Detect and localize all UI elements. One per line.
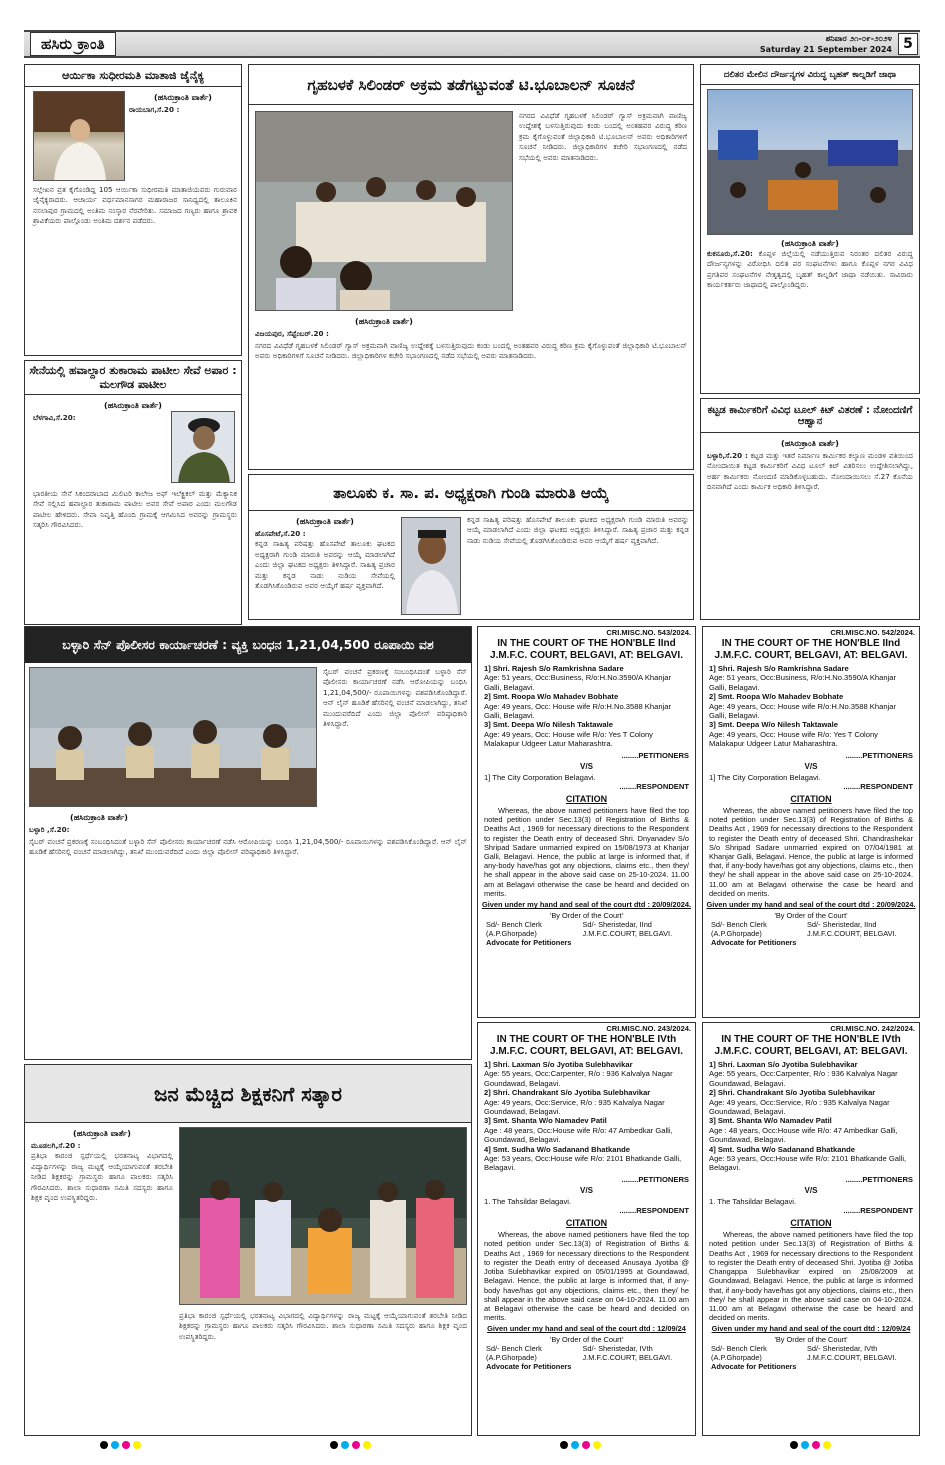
issue-date-english: Saturday 21 September 2024 bbox=[759, 45, 892, 54]
citation-text: Whereas, the above named petitioners have filed the top noted petition under Sec.13(3) of Registration of Births & Deaths Act , 1969 for necessary directions to the Respondent to register the Death entry of deceased Shri. Dnyanadev S/o Shripad Sadare unmarried expired on 15/08/1973 at Khanjar Galli, Belagavi. Hence, the public at large is informed that, if any-body have/has got any objections, claims etc., then they/ he shall appear in the above said case on 25-10-2024. 11.00 am at Belagavi otherwise the case be heard and decided on merits. bbox=[484, 806, 689, 898]
petitioner-item: 2] Smt. Roopa W/o Mahadev Bobhate Age: 49 years, Occ: House wife R/o:H.No.3588 Khanjar Galli, Belagavi. bbox=[709, 692, 896, 721]
photo-aryika bbox=[33, 91, 125, 181]
signature-right: Sd/- Sheristedar, IVth J.M.F.C.COURT, BELGAVI. bbox=[582, 1344, 673, 1363]
versus: V/S bbox=[804, 1185, 818, 1195]
citation-title: CITATION bbox=[790, 794, 832, 805]
article-credit: (ಹಸಿರುಕ್ರಾಂತಿ ವಾರ್ತೆ) bbox=[781, 439, 839, 448]
citation-text: Whereas, the above named petitioners have filed the top noted petition under Sec.13(3) of Registration of Births & Deaths Act , 1969 for necessary directions to the Respondent to register the Death entry of deceased Anusaya Jyotiba @ Jotiba Sulebhavikar expired on 05/01/1995 at Goundawad, Belagavi. Hence, the public at large is informed that, if any-body have/has got any objections, claims etc., then they/ he shall appear in the above said case on 04-10-2024. 11.00 am at Belagavi otherwise the case be heard and decided on merits. bbox=[484, 1230, 689, 1323]
respondent: 1. The Tahsildar Belagavi. bbox=[484, 1196, 572, 1206]
respondent-label: ........RESPONDENT bbox=[619, 1206, 689, 1216]
signature-left: Sd/- Bench Clerk (A.P.Ghorpade) bbox=[486, 920, 542, 939]
respondent-label: ........RESPONDENT bbox=[843, 782, 913, 792]
article-headline: ಸೇನೆಯಲ್ಲಿ ಹವಾಲ್ದಾರ ತುಕಾರಾಮ ಪಾಟೀಲ ಸೇವೆ ಅಪಾರ : ಮಲಗೌಡ ಪಾಟೀಲ bbox=[25, 361, 241, 395]
advocate: Advocate for Petitioners bbox=[486, 938, 572, 948]
petitioner-item: 2] Shri. Chandrakant S/o Jyotiba Sulebhavikar Age: 49 years, Occ:Service, R/o : 935 Kalvalya Nagar Goundawad, Belagavi. bbox=[709, 1088, 890, 1117]
respondent-label: ........RESPONDENT bbox=[843, 1206, 913, 1216]
article-dateline: ಹೊಸಪೇಟೆ,ಸೆ.20 : bbox=[255, 529, 306, 538]
article-body-text: ಕೊಪ್ಪಳ ಜಿಲ್ಲೆಯಲ್ಲಿ ನಡೆಯುತ್ತಿರುವ ನಿರಂತರ ದಲಿತರ ವಿರುದ್ಧ ದೌರ್ಜನ್ಯಗಳನ್ನು ವಿರೋಧಿಸಿ ದಲಿತ ಪರ ಸಂಘಟನೆಗಳು ಹಾಗೂ ಕೊಪ್ಪಳ ನಗರ ವಿವಿಧ ಪ್ರಗತಿಪರ ಸಂಘಟನೆಗಳ ನೇತೃತ್ವದಲ್ಲಿ ಬೃಹತ್ ಕಾಲ್ನಡಿಗೆ ಜಾಥಾ ನಡೆಯಿತು. ಸಾವಿರಾರು ಕಾರ್ಯಕರ್ತರು ಜಾಥಾದಲ್ಲಿ ಪಾಲ್ಗೊಂಡಿದ್ದರು. bbox=[707, 249, 913, 290]
citation-text: Whereas, the above named petitioners have filed the top noted petition under Sec.13(3) of Registration of Births & Deaths Act , 1969 for necessary directions to the Respondent to register the Death entry of deceased Shri. Jyotiba @ Jotiba Changappa Sulebhavikar expired on 25/08/2009 at Goundawad, Belagavi. Hence, the public at large is informed that, if any-body have/has got any objections, claims etc., then they/ he shall appear in the above said case on 04-10-2024. 11.00 am at Belagavi otherwise the case be heard and decided on merits. bbox=[709, 1230, 913, 1323]
article-kasapa bbox=[248, 474, 694, 620]
citation-title: CITATION bbox=[565, 794, 608, 805]
case-number: CRI.MISC.NO. 243/2024. bbox=[606, 1024, 691, 1033]
given-under-hand: Given under my hand and seal of the court dtd : 20/09/2024. bbox=[481, 900, 692, 910]
signature-left: Sd/- Bench Clerk (A.P.Ghorpade) bbox=[711, 920, 767, 939]
court-name: IN THE COURT OF THE HON'BLE IInd J.M.F.C. COURT, BELGAVI, AT: BELGAVI. bbox=[714, 638, 908, 661]
article-toolkit bbox=[700, 398, 920, 620]
petitioner-item: 1] Shri. Laxman S/o Jyotiba Sulebhavikar Age: 55 years, Occ:Carpenter, R/o : 936 Kalvalya Nagar Goundawad, Belagavi. bbox=[709, 1060, 898, 1088]
petitioner-item: 4] Smt. Sudha W/o Sadanand Bhatkande Age: 53 years, Occ:House wife R/o: 2101 Bhatkande Galli, Belagavi. bbox=[709, 1144, 907, 1173]
article-credit: (ಹಸಿರುಕ್ರಾಂತಿ ವಾರ್ತೆ) bbox=[154, 93, 212, 102]
newspaper-logo: ಹಸಿರು ಕ್ರಾಂತಿ bbox=[30, 32, 116, 56]
petitioner-item: 1] Shri. Laxman S/o Jyotiba Sulebhavikar Age: 55 years, Occ:Carpenter, R/o : 936 Kalvalya Nagar Goundawad, Belagavi. bbox=[484, 1060, 673, 1088]
article-body bbox=[707, 451, 913, 493]
registration-dots bbox=[100, 1441, 141, 1449]
article-body-text: ಕಟ್ಟಡ ಮತ್ತು ಇತರೆ ನಿರ್ಮಾಣ ಕಾರ್ಮಿಕರ ಕಲ್ಯಾಣ ಮಂಡಳಿ ವತಿಯಿಂದ ನೋಂದಾಯಿತ ಕಟ್ಟಡ ಕಾರ್ಮಿಕರಿಗೆ ವಿವಿಧ ಟೂಲ್ ಕಿಟ್ ವಿತರಿಸಲು ಉದ್ದೇಶಿಸಲಾಗಿದ್ದು, ಅರ್ಹ ಕಾರ್ಮಿಕರು ನೋಂದಣಿ ಮಾಡಿಕೊಳ್ಳಬಹುದು. ನೋಂದಾಯಿಸಲು ಸೆ.27 ಕೊನೆಯ ದಿನವಾಗಿದೆ ಎಂದು ಕಾರ್ಮಿಕ ಅಧಿಕಾರಿ ತಿಳಿಸಿದ್ದಾರೆ. bbox=[707, 451, 913, 492]
article-headline: ತಾಲೂಕು ಕ. ಸಾ. ಪ. ಅಧ್ಯಕ್ಷರಾಗಿ ಗುಂಡಿ ಮಾರುತಿ ಆಯ್ಕೆ bbox=[249, 475, 693, 511]
issue-date bbox=[760, 33, 892, 55]
signature-left: Sd/- Bench Clerk (A.P.Ghorpade) bbox=[486, 1344, 542, 1363]
case-number: CRI.MISC.NO. 543/2024. bbox=[606, 628, 691, 637]
petitioner-list bbox=[478, 662, 695, 751]
masthead bbox=[24, 30, 920, 58]
article-body: ನಗರದ ವಿವಿಧೆಡೆ ಗೃಹಬಳಕೆ ಸಿಲಿಂಡರ್ ಗ್ಯಾಸ್ ಅಕ್ರಮವಾಗಿ ವಾಣಿಜ್ಯ ಉದ್ದೇಶಕ್ಕೆ ಬಳಸುತ್ತಿರುವುದು ಕಂಡು ಬಂದಲ್ಲಿ ಅಂತಹವರ ವಿರುದ್ಧ ಕಠಿಣ ಕ್ರಮ ಕೈಗೊಳ್ಳುವಂತೆ ಜಿಲ್ಲಾಧಿಕಾರಿ ಟಿ.ಭೂಬಾಲನ್ ಅವರು ಅಧಿಕಾರಿಗಳಿಗೆ ಸೂಚನೆ ನೀಡಿದರು. ಜಿಲ್ಲಾಧಿಕಾರಿಗಳ ಕಚೇರಿ ಸಭಾಂಗಣದಲ್ಲಿ ನಡೆದ ಸಭೆಯಲ್ಲಿ ಅವರು ಮಾತನಾಡಿದರು. bbox=[255, 341, 687, 361]
article-body-left: ಕನ್ನಡ ಸಾಹಿತ್ಯ ಪರಿಷತ್ತು ಹೊಸಪೇಟೆ ತಾಲೂಕು ಘಟಕದ ಅಧ್ಯಕ್ಷರಾಗಿ ಗುಂಡಿ ಮಾರುತಿ ಅವರನ್ನು ಆಯ್ಕೆ ಮಾಡಲಾಗಿದೆ ಎಂದು ಜಿಲ್ಲಾ ಘಟಕದ ಅಧ್ಯಕ್ಷರು ತಿಳಿಸಿದ್ದಾರೆ. ಸಾಹಿತ್ಯ ಪ್ರಚಾರ ಮತ್ತು ಕನ್ನಡ ನಾಡು ನುಡಿಯ ಸೇವೆಯಲ್ಲಿ ತೊಡಗಿಸಿಕೊಂಡಿರುವ ಅವರ ಆಯ್ಕೆಗೆ ಹರ್ಷ ವ್ಯಕ್ತವಾಗಿದೆ. bbox=[255, 539, 395, 591]
petitioner-list bbox=[703, 1058, 919, 1175]
respondent: 1] The City Corporation Belagavi. bbox=[709, 772, 821, 782]
article-dateline: ರಾಯಬಾಗ,ಸೆ.20 : bbox=[129, 105, 180, 114]
signature-right: Sd/- Sheristedar, IVth J.M.F.C.COURT, BELGAVI. bbox=[807, 1344, 897, 1363]
article-body bbox=[707, 249, 913, 291]
signature-right: Sd/- Sheristedar, IInd J.M.F.C.COURT, BELGAVI. bbox=[582, 920, 673, 939]
by-order: 'By Order of the Court' bbox=[774, 911, 848, 921]
by-order: 'By Order of the Court' bbox=[774, 1335, 848, 1345]
article-credit: (ಹಸಿರುಕ್ರಾಂತಿ ವಾರ್ತೆ) bbox=[70, 813, 128, 822]
article-credit: (ಹಸಿರುಕ್ರಾಂತಿ ವಾರ್ತೆ) bbox=[296, 517, 354, 526]
article-body: ಪ್ರತಿಭಾ ಕಾರಂಜಿ ಸ್ಪರ್ಧೆಯಲ್ಲಿ ಭರತನಾಟ್ಯ ವಿಭಾಗದಲ್ಲಿ ವಿದ್ಯಾರ್ಥಿಗಳನ್ನು ರಾಜ್ಯ ಮಟ್ಟಕ್ಕೆ ಆಯ್ಕೆಯಾಗುವಂತೆ ತರಬೇತಿ ನೀಡಿದ ಶಿಕ್ಷಕರನ್ನು ಗ್ರಾಮಸ್ಥರು ಹಾಗೂ ಪಾಲಕರು ಸತ್ಕರಿಸಿ ಗೌರವಿಸಿದರು. ಶಾಲಾ ಸುಧಾರಣಾ ಸಮಿತಿ ಸದಸ್ಯರು ಹಾಗೂ ಶಿಕ್ಷಕ ವೃಂದ ಉಪಸ್ಥಿತರಿದ್ದರು. bbox=[179, 1311, 467, 1341]
article-dateline: ಬಳ್ಳಾರಿ ,ಸೆ.20: bbox=[29, 825, 70, 834]
petitioner-item: 1] Shri. Rajesh S/o Ramkrishna Sadare Age: 51 years, Occ:Business, R/o:H.No.3590/A Khanjar Galli, Belagavi. bbox=[709, 664, 896, 692]
registration-dots bbox=[330, 1441, 371, 1449]
by-order: 'By Order of the Court' bbox=[549, 911, 624, 921]
court-notice-543 bbox=[477, 626, 696, 1018]
article-credit: (ಹಸಿರುಕ್ರಾಂತಿ ವಾರ್ತೆ) bbox=[73, 1129, 131, 1138]
article-credit: (ಹಸಿರುಕ್ರಾಂತಿ ವಾರ್ತೆ) bbox=[781, 239, 839, 248]
court-notice-243 bbox=[477, 1022, 696, 1436]
citation-title: CITATION bbox=[790, 1218, 832, 1229]
photo-soldier bbox=[171, 411, 235, 483]
article-teacher bbox=[24, 1064, 472, 1436]
versus: V/S bbox=[580, 761, 593, 771]
photo-police-press-scene bbox=[30, 668, 317, 807]
article-dateline: ಬಳ್ಳಾರಿ,ಸೆ.20 : bbox=[707, 451, 748, 460]
photo-meeting bbox=[255, 111, 513, 311]
petitioner-item: 1] Shri. Rajesh S/o Ramkrishna Sadare Age: 51 years, Occ:Business, R/o:H.No.3590/A Khanjar Galli, Belagavi. bbox=[484, 664, 671, 692]
signatures bbox=[478, 920, 695, 938]
photo-rally bbox=[707, 89, 913, 235]
article-dalit-march bbox=[700, 64, 920, 394]
photo-teacher-felicitation-scene bbox=[180, 1128, 467, 1305]
advocate: Advocate for Petitioners bbox=[711, 1362, 797, 1372]
article-body: ಸೈಬರ್ ವಂಚನೆ ಪ್ರಕರಣಕ್ಕೆ ಸಂಬಂಧಿಸಿದಂತೆ ಬಳ್ಳಾರಿ ಸೆನ್ ಪೊಲೀಸರು ಕಾರ್ಯಾಚರಣೆ ನಡೆಸಿ ಆರೋಪಿಯನ್ನು ಬಂಧಿಸಿ 1,21,04,500/- ರೂಪಾಯಿಗಳನ್ನು ವಶಪಡಿಸಿಕೊಂಡಿದ್ದಾರೆ. ಆನ್ ಲೈನ್ ಹೂಡಿಕೆ ಹೆಸರಿನಲ್ಲಿ ವಂಚನೆ ಮಾಡಲಾಗಿದ್ದು, ತನಿಖೆ ಮುಂದುವರೆದಿದೆ ಎಂದು ಜಿಲ್ಲಾ ಪೊಲೀಸ್ ವರಿಷ್ಠಾಧಿಕಾರಿ ತಿಳಿಸಿದ್ದಾರೆ. bbox=[29, 837, 467, 857]
article-body-right: ನಗರದ ವಿವಿಧೆಡೆ ಗೃಹಬಳಕೆ ಸಿಲಿಂಡರ್ ಗ್ಯಾಸ್ ಅಕ್ರಮವಾಗಿ ವಾಣಿಜ್ಯ ಉದ್ದೇಶಕ್ಕೆ ಬಳಸುತ್ತಿರುವುದು ಕಂಡು ಬಂದಲ್ಲಿ ಅಂತಹವರ ವಿರುದ್ಧ ಕಠಿಣ ಕ್ರಮ ಕೈಗೊಳ್ಳುವಂತೆ ಜಿಲ್ಲಾಧಿಕಾರಿ ಟಿ.ಭೂಬಾಲನ್ ಅವರು ಅಧಿಕಾರಿಗಳಿಗೆ ಸೂಚನೆ ನೀಡಿದರು. ಜಿಲ್ಲಾಧಿಕಾರಿಗಳ ಕಚೇರಿ ಸಭಾಂಗಣದಲ್ಲಿ ನಡೆದ ಸಭೆಯಲ್ಲಿ ಅವರು ಮಾತನಾಡಿದರು. bbox=[519, 111, 687, 162]
photo-gundi-maruti-portrait bbox=[402, 518, 461, 615]
signature-left: Sd/- Bench Clerk (A.P.Ghorpade) bbox=[711, 1344, 767, 1363]
petitioners-label: ........PETITIONERS bbox=[845, 750, 913, 760]
court-name: IN THE COURT OF THE HON'BLE IVth J.M.F.C. COURT, BELGAVI, AT: BELGAVI. bbox=[714, 1034, 908, 1057]
article-body-left: ಪ್ರತಿಭಾ ಕಾರಂಜಿ ಸ್ಪರ್ಧೆಯಲ್ಲಿ ಭರತನಾಟ್ಯ ವಿಭಾಗದಲ್ಲಿ ವಿದ್ಯಾರ್ಥಿಗಳನ್ನು ರಾಜ್ಯ ಮಟ್ಟಕ್ಕೆ ಆಯ್ಕೆಯಾಗುವಂತೆ ತರಬೇತಿ ನೀಡಿದ ಶಿಕ್ಷಕರನ್ನು ಗ್ರಾಮಸ್ಥರು ಹಾಗೂ ಪಾಲಕರು ಸತ್ಕರಿಸಿ ಗೌರವಿಸಿದರು. ಶಾಲಾ ಸುಧಾರಣಾ ಸಮಿತಿ ಸದಸ್ಯರು ಹಾಗೂ ಶಿಕ್ಷಕ ವೃಂದ ಉಪಸ್ಥಿತರಿದ್ದರು. bbox=[31, 1151, 173, 1203]
petitioner-item: 3] Smt. Deepa W/o Nilesh Taktawale Age: 49 years, Occ: House wife R/o: Yes T Colony Malakapur Udgeer Latur Maharashtra. bbox=[709, 720, 878, 749]
photo-teacher-felicitation bbox=[179, 1127, 467, 1305]
court-name: IN THE COURT OF THE HON'BLE IInd J.M.F.C. COURT, BELGAVI, AT: BELGAVI. bbox=[490, 638, 683, 661]
petitioners-label: ........PETITIONERS bbox=[845, 1174, 913, 1184]
page-number: 5 bbox=[898, 33, 918, 55]
photo-rally-crowd bbox=[708, 90, 913, 235]
article-dateline: ಬೆಳಗಾವಿ,ಸೆ.20: bbox=[33, 413, 76, 422]
court-notice-542 bbox=[702, 626, 920, 1018]
signatures bbox=[478, 1344, 695, 1362]
signature-right: Sd/- Sheristedar, IInd J.M.F.C.COURT, BELGAVI. bbox=[807, 920, 897, 939]
article-army bbox=[24, 360, 242, 625]
petitioners-label: ........PETITIONERS bbox=[621, 750, 689, 760]
article-police bbox=[24, 626, 472, 1060]
article-body: ಸಲ್ಲೇಖನ ವ್ರತ ಕೈಗೊಂಡಿದ್ದ 105 ಆರ್ಯಿಕಾ ಸುಧೀರಮತಿ ಮಾತಾಜಿಯವರು ಗುರುವಾರ ಜೈನೈಕ್ಯರಾದರು. ಆಚಾರ್ಯ ವರ್ಧಮಾನಸಾಗರ ಮಹಾರಾಜರ ಸಾನಿಧ್ಯದಲ್ಲಿ ತಾಲೂಕಿನ ನಸಲಾಪುರ ಗ್ರಾಮದಲ್ಲಿ ಅಂತಿಮ ಸಂಸ್ಕಾರ ನೆರವೇರಿತು. ಸಮಾಜದ ಗಣ್ಯರು ಹಾಗೂ ಶ್ರಾವಕ ಶ್ರಾವಿಕೆಯರು ಪಾಲ್ಗೊಂಡು ಅಂತಿಮ ದರ್ಶನ ಪಡೆದರು. bbox=[33, 185, 237, 226]
article-headline: ಗೃಹಬಳಕೆ ಸಿಲಿಂಡರ್ ಅಕ್ರಮ ತಡೆಗಟ್ಟುವಂತೆ ಟಿ.ಭೂಬಾಲನ್ ಸೂಚನೆ bbox=[249, 65, 693, 105]
petitioner-item: 3] Smt. Shanta W/o Namadev Patil Age : 48 years, Occ:House wife R/o: 47 Ambedkar Galli, Goundawad, Belagavi. bbox=[484, 1116, 673, 1145]
article-credit: (ಹಸಿರುಕ್ರಾಂತಿ ವಾರ್ತೆ) bbox=[104, 401, 162, 410]
article-headline: ದಲಿತರ ಮೇಲಿನ ದೌರ್ಜನ್ಯಗಳ ವಿರುದ್ಧ ಬೃಹತ್ ಕಾಲ್ನಡಿಗೆ ಜಾಥಾ bbox=[701, 65, 919, 85]
article-dateline: ಕುಕನೂರು,ಸೆ.20: bbox=[707, 249, 753, 258]
signatures bbox=[703, 920, 919, 938]
by-order: 'By Order of the Court' bbox=[549, 1335, 624, 1345]
photo-gundi-maruti bbox=[401, 517, 461, 615]
article-body: ಕನ್ನಡ ಸಾಹಿತ್ಯ ಪರಿಷತ್ತು ಹೊಸಪೇಟೆ ತಾಲೂಕು ಘಟಕದ ಅಧ್ಯಕ್ಷರಾಗಿ ಗುಂಡಿ ಮಾರುತಿ ಅವರನ್ನು ಆಯ್ಕೆ ಮಾಡಲಾಗಿದೆ ಎಂದು ಜಿಲ್ಲಾ ಘಟಕದ ಅಧ್ಯಕ್ಷರು ತಿಳಿಸಿದ್ದಾರೆ. ಸಾಹಿತ್ಯ ಪ್ರಚಾರ ಮತ್ತು ಕನ್ನಡ ನಾಡು ನುಡಿಯ ಸೇವೆಯಲ್ಲಿ ತೊಡಗಿಸಿಕೊಂಡಿರುವ ಅವರ ಆಯ್ಕೆಗೆ ಹರ್ಷ ವ್ಯಕ್ತವಾಗಿದೆ. bbox=[467, 515, 689, 545]
petitioner-item: 4] Smt. Sudha W/o Sadanand Bhatkande Age: 53 years, Occ:House wife R/o: 2101 Bhatkande Galli, Belagavi. bbox=[484, 1144, 682, 1173]
petitioner-item: 2] Shri. Chandrakant S/o Jyotiba Sulebhavikar Age: 49 years, Occ:Service, R/o : 935 Kalvalya Nagar Goundawad, Belagavi. bbox=[484, 1088, 665, 1117]
article-headline: ಜನ ಮೆಚ್ಚಿದ ಶಿಕ್ಷಕನಿಗೆ ಸತ್ಕಾರ bbox=[25, 1065, 471, 1123]
article-cylinder bbox=[248, 64, 694, 470]
article-credit: (ಹಸಿರುಕ್ರಾಂತಿ ವಾರ್ತೆ) bbox=[355, 317, 413, 326]
article-aryika bbox=[24, 64, 242, 356]
petitioner-item: 2] Smt. Roopa W/o Mahadev Bobhate Age: 49 years, Occ: House wife R/o:H.No.3588 Khanjar Galli, Belagavi. bbox=[484, 692, 671, 721]
versus: V/S bbox=[804, 761, 818, 771]
petitioner-item: 3] Smt. Shanta W/o Namadev Patil Age : 48 years, Occ:House wife R/o: 47 Ambedkar Galli, Goundawad, Belagavi. bbox=[709, 1116, 898, 1145]
photo-soldier-figure bbox=[172, 412, 235, 483]
article-headline: ಆರ್ಯಿಕಾ ಸುಧೀರಮತಿ ಮಾತಾಜಿ ಜೈನೈಕ್ಯ bbox=[25, 65, 241, 87]
petitioner-item: 3] Smt. Deepa W/o Nilesh Taktawale Age: 49 years, Occ: House wife R/o: Yes T Colony Malakapur Udgeer Latur Maharashtra. bbox=[484, 720, 653, 749]
citation-title: CITATION bbox=[565, 1218, 608, 1229]
registration-dots bbox=[790, 1441, 831, 1449]
given-under-hand: Given under my hand and seal of the court dtd : 20/09/2024. bbox=[706, 900, 916, 910]
registration-dots bbox=[560, 1441, 601, 1449]
petitioners-label: ........PETITIONERS bbox=[621, 1174, 689, 1184]
case-number: CRI.MISC.NO. 242/2024. bbox=[830, 1024, 915, 1033]
article-headline: ಕಟ್ಟಡ ಕಾರ್ಮಿಕರಿಗೆ ವಿವಿಧ ಟೂಲ್ ಕಿಟ್ ವಿತರಣೆ : ನೋಂದಣಿಗೆ ಆಹ್ವಾನ bbox=[701, 399, 919, 433]
case-number: CRI.MISC.NO. 542/2024. bbox=[830, 628, 915, 637]
signatures bbox=[703, 1344, 919, 1362]
article-dateline: ವಿಜಯಪುರ, ಸೆಪ್ಟೆಂಬರ್.20 : bbox=[255, 329, 329, 338]
article-dateline: ಮೂಡಲಗಿ,ಸೆ.20 : bbox=[31, 1141, 81, 1150]
advocate: Advocate for Petitioners bbox=[711, 938, 797, 948]
court-notice-242 bbox=[702, 1022, 920, 1436]
given-under-hand: Given under my hand and seal of the court dtd : 12/09/24 bbox=[487, 1324, 686, 1334]
photo-meeting-scene bbox=[256, 112, 513, 311]
issue-date-kannada: ಶನಿವಾರ ೨೧-೦೯-೨೦೨೪ bbox=[825, 34, 892, 43]
article-body-right: ಸೈಬರ್ ವಂಚನೆ ಪ್ರಕರಣಕ್ಕೆ ಸಂಬಂಧಿಸಿದಂತೆ ಬಳ್ಳಾರಿ ಸೆನ್ ಪೊಲೀಸರು ಕಾರ್ಯಾಚರಣೆ ನಡೆಸಿ ಆರೋಪಿಯನ್ನು ಬಂಧಿಸಿ 1,21,04,500/- ರೂಪಾಯಿಗಳನ್ನು ವಶಪಡಿಸಿಕೊಂಡಿದ್ದಾರೆ. ಆನ್ ಲೈನ್ ಹೂಡಿಕೆ ಹೆಸರಿನಲ್ಲಿ ವಂಚನೆ ಮಾಡಲಾಗಿದ್ದು, ತನಿಖೆ ಮುಂದುವರೆದಿದೆ ಎಂದು ಜಿಲ್ಲಾ ಪೊಲೀಸ್ ವರಿಷ್ಠಾಧಿಕಾರಿ ತಿಳಿಸಿದ್ದಾರೆ. bbox=[323, 667, 467, 729]
given-under-hand: Given under my hand and seal of the court dtd : 12/09/24 bbox=[711, 1324, 911, 1334]
respondent: 1. The Tahsildar Belagavi. bbox=[709, 1196, 797, 1206]
advocate: Advocate for Petitioners bbox=[486, 1362, 572, 1372]
article-body: ಭಾರತೀಯ ಸೇನೆ ಸಿಕಂದರಾಬಾದ ಮಿಲಿಟರಿ ಕಾಲೇಜ ಅಫ್ ಇಲೆಕ್ಟ್ರಿಕಲ್ ಮತ್ತು ಮೆಕ್ಯಾನಿಕ ಸೇವೆ ಸಲ್ಲಿಸಿದ ಹವಾಲ್ದಾರ ತುಕಾರಾಮ ಪಾಟೀಲ ಅವರ ಸೇವೆ ಅಪಾರ ಎಂದು ಮಲಗೌಡ ಪಾಟೀಲ ಹೇಳಿದರು. ಸೇವಾ ನಿವೃತ್ತಿ ಹೊಂದಿ ಗ್ರಾಮಕ್ಕೆ ಆಗಮಿಸಿದ ಅವರನ್ನು ಗ್ರಾಮಸ್ಥರು ಸತ್ಕರಿಸಿ ಗೌರವಿಸಿದರು. bbox=[33, 489, 237, 530]
petitioner-list bbox=[478, 1058, 695, 1175]
respondent-label: ........RESPONDENT bbox=[619, 782, 689, 792]
respondent: 1] The City Corporation Belagavi. bbox=[484, 772, 596, 782]
photo-police-press bbox=[29, 667, 317, 807]
versus: V/S bbox=[580, 1185, 593, 1195]
article-headline: ಬಳ್ಳಾರಿ ಸೆನ್ ಪೊಲೀಸರ ಕಾರ್ಯಾಚರಣೆ : ವ್ಯಕ್ತಿ ಬಂಧನ 1,21,04,500 ರೂಪಾಯಿ ವಶ bbox=[25, 627, 471, 663]
photo-aryika-figure bbox=[34, 92, 125, 181]
court-name: IN THE COURT OF THE HON'BLE IVth J.M.F.C. COURT, BELGAVI, AT: BELGAVI. bbox=[490, 1034, 683, 1057]
citation-text: Whereas, the above named petitioners have filed the top noted petition under Sec.13(3) of Registration of Births & Deaths Act , 1969 for necessary directions to the Respondent to register the Death entry of deceased Shri. Chandrashekar S/o Shripad Sadare unmarried expired on 07/04/1981 at Khanjar Galli, Belagavi. Hence, the public at large is informed that, if any-body have/has got any objections, claims etc., then they/ he shall appear in the above said case on 25-10-2024. 11.00 am at Belagavi otherwise the case be heard and decided on merits. bbox=[709, 806, 913, 898]
petitioner-list bbox=[703, 662, 919, 751]
